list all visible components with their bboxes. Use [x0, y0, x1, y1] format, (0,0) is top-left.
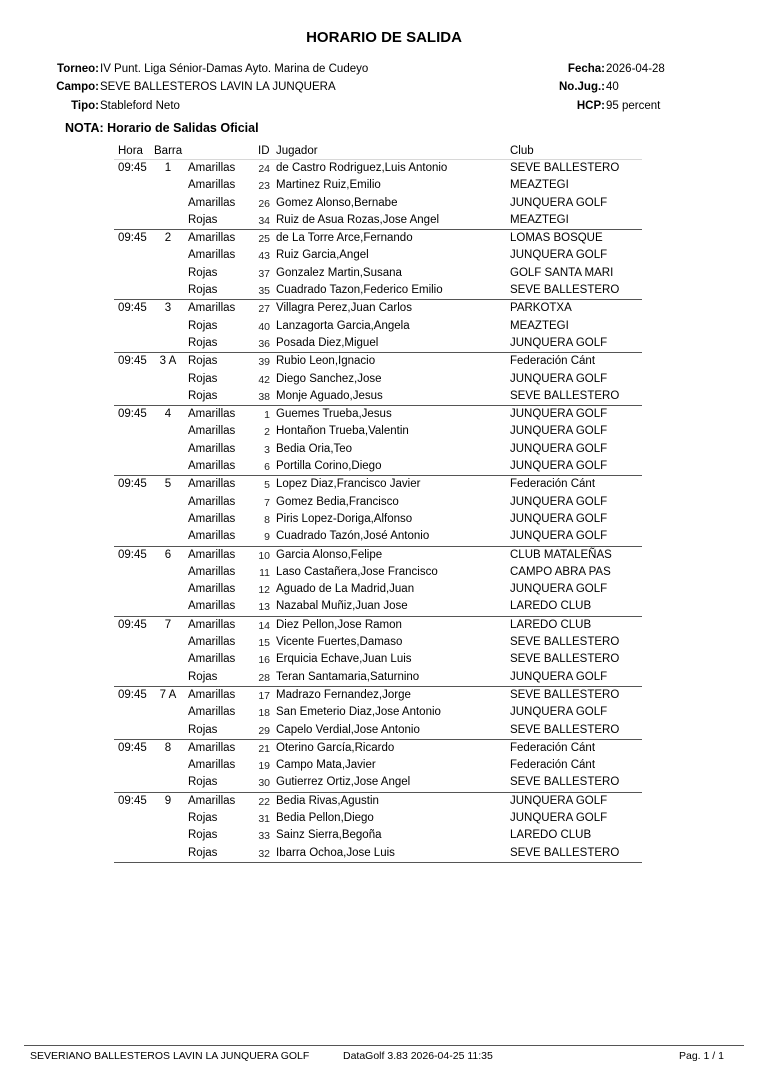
cell-tee: Amarillas — [188, 162, 236, 174]
nota-heading: NOTA: Horario de Salidas Oficial — [65, 121, 259, 135]
cell-club: JUNQUERA GOLF — [510, 811, 608, 824]
tee-group — [114, 547, 642, 617]
cell-jugador: Gonzalez Martin,Susana — [276, 266, 402, 279]
cell-jugador: Oterino García,Ricardo — [276, 741, 395, 754]
table-row — [114, 247, 642, 264]
table-row — [114, 423, 642, 440]
cell-jugador: San Emeterio Diaz,Jose Antonio — [276, 706, 441, 719]
table-header — [114, 143, 642, 160]
cell-id: 18 — [258, 707, 270, 720]
cell-tee: Amarillas — [188, 232, 236, 245]
cell-hora: 09:45 — [118, 355, 147, 368]
cell-club: SEVE BALLESTERO — [510, 636, 620, 649]
header-id: ID — [258, 145, 270, 157]
cell-id: 29 — [258, 724, 270, 737]
table-row — [114, 335, 642, 352]
cell-tee: Rojas — [188, 829, 218, 842]
cell-jugador: Cuadrado Tazón,José Antonio — [276, 530, 430, 543]
cell-club: SEVE BALLESTERO — [510, 284, 620, 297]
cell-club: SEVE BALLESTERO — [510, 846, 620, 859]
cell-hora: 09:45 — [118, 162, 147, 174]
cell-tee: Amarillas — [188, 460, 236, 473]
cell-tee: Rojas — [188, 776, 218, 789]
table-row — [114, 353, 642, 370]
fecha-label: Fecha: — [567, 63, 605, 75]
cell-hora: 09:45 — [118, 741, 147, 754]
table-row — [114, 581, 642, 598]
tee-group — [114, 793, 642, 863]
table-row — [114, 774, 642, 791]
cell-tee: Amarillas — [188, 425, 236, 438]
cell-jugador: Laso Castañera,Jose Francisco — [276, 565, 438, 578]
cell-jugador: Lopez Diaz,Francisco Javier — [276, 478, 421, 491]
cell-club: SEVE BALLESTERO — [510, 162, 620, 174]
cell-id: 24 — [258, 163, 270, 175]
table-row — [114, 528, 642, 545]
hcp-value: 95 percent — [606, 100, 661, 112]
cell-id: 5 — [264, 479, 270, 492]
cell-id: 38 — [258, 390, 270, 403]
cell-jugador: Bedia Pellon,Diego — [276, 811, 374, 824]
cell-club: Federación Cánt — [510, 478, 596, 491]
cell-tee: Amarillas — [188, 565, 236, 578]
cell-club: JUNQUERA GOLF — [510, 408, 608, 421]
cell-club: Federación Cánt — [510, 741, 596, 754]
cell-jugador: Nazabal Muñiz,Juan Jose — [276, 600, 408, 613]
cell-club: JUNQUERA GOLF — [510, 706, 608, 719]
cell-club: JUNQUERA GOLF — [510, 249, 608, 262]
cell-club: JUNQUERA GOLF — [510, 372, 608, 385]
table-row — [114, 177, 642, 194]
tee-group — [114, 740, 642, 793]
table-row — [114, 827, 642, 844]
cell-club: SEVE BALLESTERO — [510, 776, 620, 789]
table-row — [114, 160, 642, 177]
cell-tee: Rojas — [188, 336, 218, 349]
cell-jugador: Posada Diez,Miguel — [276, 336, 379, 349]
cell-id: 12 — [258, 584, 270, 597]
cell-id: 3 — [264, 443, 270, 456]
table-row — [114, 282, 642, 299]
cell-id: 31 — [258, 812, 270, 825]
cell-id: 21 — [258, 742, 270, 755]
tipo-label: Tipo: — [71, 100, 99, 112]
cell-barra: 9 — [164, 794, 172, 807]
cell-club: JUNQUERA GOLF — [510, 670, 608, 683]
cell-jugador: Madrazo Fernandez,Jorge — [276, 688, 411, 701]
table-row — [114, 195, 642, 212]
cell-tee: Amarillas — [188, 618, 236, 631]
cell-club: GOLF SANTA MARI — [510, 266, 614, 279]
footer-club: SEVERIANO BALLESTEROS LAVIN LA JUNQUERA GOLF — [30, 1050, 310, 1062]
cell-jugador: Cuadrado Tazon,Federico Emilio — [276, 284, 443, 297]
cell-id: 43 — [258, 250, 270, 263]
cell-id: 16 — [258, 654, 270, 667]
cell-club: SEVE BALLESTERO — [510, 688, 620, 701]
cell-jugador: Guemes Trueba,Jesus — [276, 408, 392, 421]
cell-tee: Rojas — [188, 284, 218, 297]
table-row — [114, 212, 642, 229]
cell-club: LAREDO CLUB — [510, 600, 592, 613]
hcp-label: HCP: — [576, 100, 605, 112]
cell-club: MEAZTEGI — [510, 179, 569, 192]
tee-group — [114, 687, 642, 740]
cell-club: PARKOTXA — [510, 302, 572, 315]
tee-group — [114, 353, 642, 406]
header-jugador: Jugador — [276, 145, 318, 157]
header-club: Club — [510, 145, 534, 157]
cell-club: JUNQUERA GOLF — [510, 425, 608, 438]
cell-tee: Rojas — [188, 389, 218, 402]
header-barra: Barra — [154, 145, 183, 157]
cell-jugador: Garcia Alonso,Felipe — [276, 548, 383, 561]
cell-hora: 09:45 — [118, 618, 147, 631]
cell-tee: Amarillas — [188, 512, 236, 525]
cell-club: LAREDO CLUB — [510, 618, 592, 631]
cell-id: 35 — [258, 285, 270, 298]
cell-tee: Amarillas — [188, 442, 236, 455]
table-row — [114, 793, 642, 810]
cell-id: 30 — [258, 777, 270, 790]
footer-page: Pag. 1 / 1 — [679, 1050, 724, 1062]
cell-jugador: Bedia Rivas,Agustin — [276, 794, 379, 807]
cell-club: JUNQUERA GOLF — [510, 196, 608, 209]
cell-id: 36 — [258, 337, 270, 350]
cell-id: 19 — [258, 760, 270, 773]
table-row — [114, 740, 642, 757]
cell-id: 28 — [258, 671, 270, 684]
fecha-value: 2026-04-28 — [606, 63, 665, 75]
cell-id: 42 — [258, 373, 270, 386]
cell-tee: Rojas — [188, 670, 218, 683]
header-hora: Hora — [118, 145, 143, 157]
cell-id: 14 — [258, 619, 270, 632]
cell-tee: Amarillas — [188, 478, 236, 491]
cell-jugador: Portilla Corino,Diego — [276, 460, 382, 473]
cell-id: 40 — [258, 320, 270, 333]
cell-club: SEVE BALLESTERO — [510, 723, 620, 736]
cell-club: Federación Cánt — [510, 355, 596, 368]
table-row — [114, 441, 642, 458]
page-title: HORARIO DE SALIDA — [306, 29, 462, 46]
cell-id: 32 — [258, 847, 270, 860]
cell-jugador: Diego Sanchez,Jose — [276, 372, 382, 385]
tee-group — [114, 406, 642, 476]
cell-tee: Amarillas — [188, 495, 236, 508]
cell-barra: 4 — [164, 408, 172, 421]
table-row — [114, 265, 642, 282]
cell-id: 25 — [258, 233, 270, 246]
cell-jugador: Martinez Ruiz,Emilio — [276, 179, 381, 192]
cell-barra: 1 — [164, 162, 172, 174]
cell-jugador: Sainz Sierra,Begoña — [276, 829, 382, 842]
cell-tee: Amarillas — [188, 408, 236, 421]
cell-id: 1 — [264, 409, 270, 422]
cell-jugador: Hontañon Trueba,Valentin — [276, 425, 409, 438]
cell-barra: 7 — [164, 618, 172, 631]
cell-tee: Amarillas — [188, 706, 236, 719]
cell-club: JUNQUERA GOLF — [510, 495, 608, 508]
cell-tee: Rojas — [188, 723, 218, 736]
footer-divider — [24, 1045, 744, 1046]
cell-id: 34 — [258, 214, 270, 227]
table-row — [114, 598, 642, 615]
tee-group — [114, 476, 642, 546]
table-row — [114, 722, 642, 739]
tee-group — [114, 300, 642, 353]
tee-group — [114, 160, 642, 230]
tipo-value: Stableford Neto — [100, 100, 180, 112]
cell-tee: Amarillas — [188, 530, 236, 543]
table-row — [114, 318, 642, 335]
cell-id: 7 — [264, 496, 270, 509]
cell-jugador: Diez Pellon,Jose Ramon — [276, 618, 402, 631]
cell-id: 23 — [258, 180, 270, 193]
cell-id: 6 — [264, 461, 270, 474]
cell-club: JUNQUERA GOLF — [510, 794, 608, 807]
cell-tee: Amarillas — [188, 196, 236, 209]
cell-hora: 09:45 — [118, 688, 147, 701]
cell-barra: 3 — [164, 302, 172, 315]
cell-club: JUNQUERA GOLF — [510, 336, 608, 349]
cell-jugador: Bedia Oria,Teo — [276, 442, 353, 455]
cell-jugador: Gomez Bedia,Francisco — [276, 495, 399, 508]
cell-club: LAREDO CLUB — [510, 829, 592, 842]
campo-label: Campo: — [56, 81, 99, 93]
cell-tee: Amarillas — [188, 302, 236, 315]
cell-jugador: Campo Mata,Javier — [276, 759, 376, 772]
cell-jugador: Monje Aguado,Jesus — [276, 389, 383, 402]
cell-jugador: de La Torre Arce,Fernando — [276, 232, 413, 245]
cell-tee: Amarillas — [188, 548, 236, 561]
torneo-value: IV Punt. Liga Sénior-Damas Ayto. Marina de Cudeyo — [100, 63, 369, 75]
cell-tee: Amarillas — [188, 249, 236, 262]
cell-tee: Amarillas — [188, 600, 236, 613]
cell-jugador: Villagra Perez,Juan Carlos — [276, 302, 412, 315]
table-body — [114, 160, 642, 863]
cell-tee: Amarillas — [188, 741, 236, 754]
cell-club: JUNQUERA GOLF — [510, 530, 608, 543]
cell-club: LOMAS BOSQUE — [510, 232, 603, 245]
cell-jugador: Ruiz Garcia,Angel — [276, 249, 369, 262]
cell-tee: Amarillas — [188, 794, 236, 807]
cell-id: 8 — [264, 513, 270, 526]
table-row — [114, 651, 642, 668]
cell-jugador: de Castro Rodriguez,Luis Antonio — [276, 162, 448, 174]
cell-jugador: Gomez Alonso,Bernabe — [276, 196, 398, 209]
table-row — [114, 230, 642, 247]
cell-hora: 09:45 — [118, 478, 147, 491]
cell-tee: Rojas — [188, 811, 218, 824]
cell-hora: 09:45 — [118, 548, 147, 561]
cell-tee: Amarillas — [188, 688, 236, 701]
cell-jugador: Teran Santamaria,Saturnino — [276, 670, 420, 683]
cell-club: CAMPO ABRA PAS — [510, 565, 611, 578]
tee-group — [114, 617, 642, 687]
cell-barra: 3 A — [159, 355, 177, 368]
cell-tee: Rojas — [188, 213, 218, 226]
footer-software: DataGolf 3.83 2026-04-25 11:35 — [343, 1050, 493, 1062]
table-row — [114, 388, 642, 405]
table-row — [114, 511, 642, 528]
cell-jugador: Erquicia Echave,Juan Luis — [276, 653, 412, 666]
cell-club: SEVE BALLESTERO — [510, 389, 620, 402]
table-row — [114, 476, 642, 493]
cell-club: MEAZTEGI — [510, 213, 569, 226]
table-row — [114, 494, 642, 511]
cell-barra: 6 — [164, 548, 172, 561]
cell-id: 39 — [258, 356, 270, 369]
cell-tee: Amarillas — [188, 653, 236, 666]
table-row — [114, 300, 642, 317]
cell-barra: 5 — [164, 478, 172, 491]
cell-barra: 2 — [164, 232, 172, 245]
cell-club: SEVE BALLESTERO — [510, 653, 620, 666]
campo-value: SEVE BALLESTEROS LAVIN LA JUNQUERA — [100, 81, 336, 93]
cell-id: 33 — [258, 830, 270, 843]
cell-tee: Rojas — [188, 372, 218, 385]
table-row — [114, 371, 642, 388]
cell-id: 10 — [258, 549, 270, 562]
cell-jugador: Rubio Leon,Ignacio — [276, 355, 376, 368]
nojug-label: No.Jug.: — [559, 81, 605, 93]
cell-id: 27 — [258, 303, 270, 316]
cell-tee: Rojas — [188, 266, 218, 279]
cell-hora: 09:45 — [118, 794, 147, 807]
cell-barra: 7 A — [159, 688, 177, 701]
cell-club: Federación Cánt — [510, 759, 596, 772]
cell-jugador: Vicente Fuertes,Damaso — [276, 636, 403, 649]
table-row — [114, 757, 642, 774]
cell-id: 13 — [258, 601, 270, 614]
table-row — [114, 547, 642, 564]
cell-tee: Amarillas — [188, 179, 236, 192]
cell-tee: Amarillas — [188, 759, 236, 772]
cell-id: 22 — [258, 795, 270, 808]
table-row — [114, 617, 642, 634]
table-row — [114, 687, 642, 704]
cell-jugador: Ibarra Ochoa,Jose Luis — [276, 846, 395, 859]
cell-hora: 09:45 — [118, 408, 147, 421]
torneo-label: Torneo: — [57, 63, 99, 75]
cell-tee: Rojas — [188, 319, 218, 332]
table-row — [114, 669, 642, 686]
cell-club: JUNQUERA GOLF — [510, 460, 608, 473]
table-row — [114, 458, 642, 475]
cell-club: JUNQUERA GOLF — [510, 512, 608, 525]
cell-id: 17 — [258, 689, 270, 702]
cell-id: 37 — [258, 267, 270, 280]
table-row — [114, 845, 642, 862]
cell-hora: 09:45 — [118, 232, 147, 245]
cell-jugador: Capelo Verdial,Jose Antonio — [276, 723, 420, 736]
cell-jugador: Lanzagorta Garcia,Angela — [276, 319, 410, 332]
nojug-value: 40 — [606, 81, 619, 93]
cell-jugador: Gutierrez Ortiz,Jose Angel — [276, 776, 411, 789]
cell-jugador: Ruiz de Asua Rozas,Jose Angel — [276, 213, 440, 226]
cell-id: 9 — [264, 531, 270, 544]
cell-hora: 09:45 — [118, 302, 147, 315]
cell-jugador: Piris Lopez-Doriga,Alfonso — [276, 512, 413, 525]
cell-id: 11 — [259, 566, 270, 579]
cell-barra: 8 — [164, 741, 172, 754]
cell-tee: Rojas — [188, 846, 218, 859]
cell-club: CLUB MATALEÑAS — [510, 548, 612, 561]
tee-times-table — [114, 143, 642, 863]
table-row — [114, 634, 642, 651]
table-row — [114, 704, 642, 721]
cell-id: 2 — [264, 426, 270, 439]
cell-jugador: Aguado de La Madrid,Juan — [276, 583, 415, 596]
cell-club: MEAZTEGI — [510, 319, 569, 332]
cell-club: JUNQUERA GOLF — [510, 442, 608, 455]
cell-club: JUNQUERA GOLF — [510, 583, 608, 596]
cell-tee: Amarillas — [188, 583, 236, 596]
table-row — [114, 810, 642, 827]
table-row — [114, 406, 642, 423]
table-row — [114, 564, 642, 581]
cell-tee: Amarillas — [188, 636, 236, 649]
cell-id: 26 — [258, 197, 270, 210]
tee-group — [114, 230, 642, 300]
cell-tee: Rojas — [188, 355, 218, 368]
cell-id: 15 — [258, 637, 270, 650]
